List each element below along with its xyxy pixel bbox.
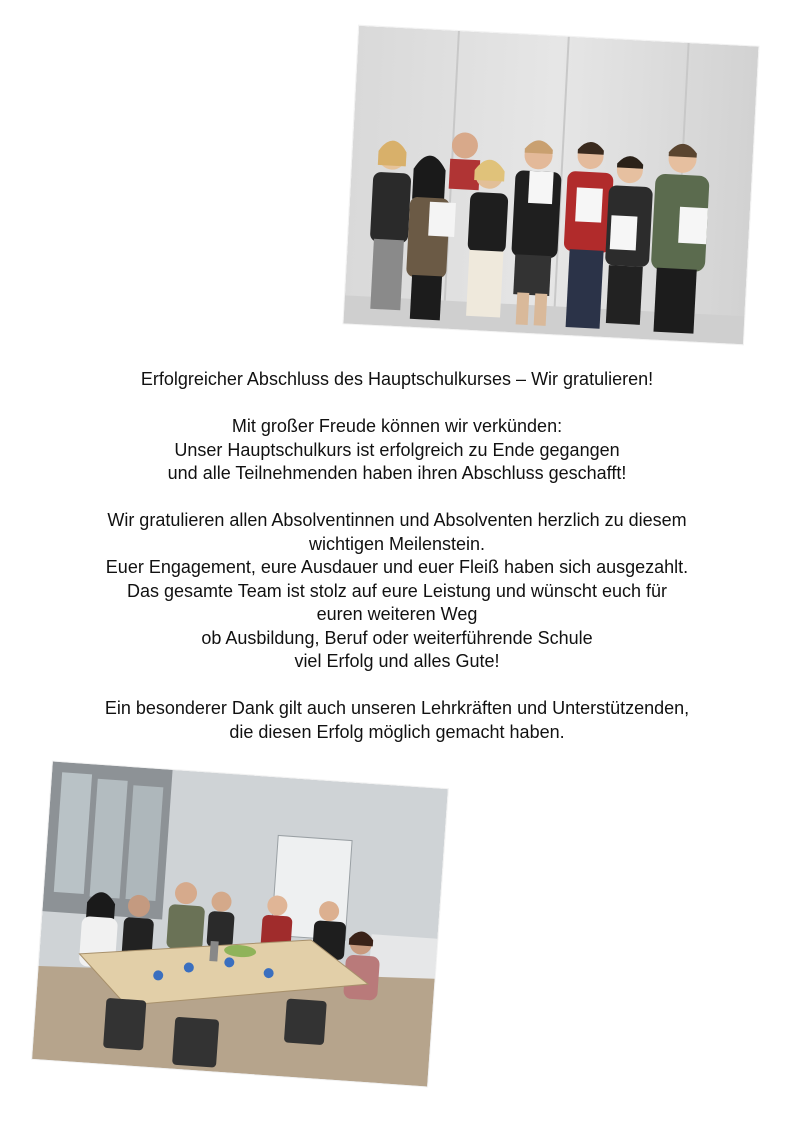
certificate-icon bbox=[610, 215, 638, 250]
certificate-icon bbox=[528, 171, 554, 204]
letter-line: Mit großer Freude können wir verkünden: bbox=[231, 416, 563, 436]
letter-line: ob Ausbildung, Beruf oder weiterführende Schule bbox=[201, 627, 593, 648]
letter-heading: Erfolgreicher Abschluss des Hauptschulkurses – Wir gratulieren! bbox=[140, 369, 654, 389]
certificate-icon bbox=[678, 207, 708, 244]
letter-line: Unser Hauptschulkurs ist erfolgreich zu Ende gegangen bbox=[174, 439, 620, 460]
letter-line: wichtigen Meilenstein. bbox=[308, 533, 486, 554]
group-photo-certificates bbox=[343, 26, 758, 345]
congratulation-letter bbox=[40, 368, 754, 744]
certificate-icon bbox=[428, 202, 456, 237]
letter-line: viel Erfolg und alles Gute! bbox=[294, 651, 500, 671]
letter-line: die diesen Erfolg möglich gemacht haben. bbox=[229, 721, 565, 742]
letter-line: und alle Teilnehmenden haben ihren Abschluss geschafft! bbox=[167, 463, 627, 483]
letter-line: Ein besonderer Dank gilt auch unseren Lehrkräften und Unterstützenden, bbox=[104, 698, 690, 718]
table-photo-illustration bbox=[32, 762, 448, 1087]
letter-line: Euer Engagement, eure Ausdauer und euer Fleiß haben sich ausgezahlt. bbox=[105, 557, 689, 577]
letter-line: Wir gratulieren allen Absolventinnen und Absolventen herzlich zu diesem bbox=[107, 510, 687, 530]
group-photo-illustration bbox=[343, 26, 758, 345]
letter-line: Das gesamte Team ist stolz auf eure Leistung und wünscht euch für bbox=[127, 580, 667, 601]
certificate-icon bbox=[575, 187, 603, 222]
table-gathering-photo bbox=[32, 762, 448, 1087]
letter-line: euren weiteren Weg bbox=[316, 604, 478, 624]
